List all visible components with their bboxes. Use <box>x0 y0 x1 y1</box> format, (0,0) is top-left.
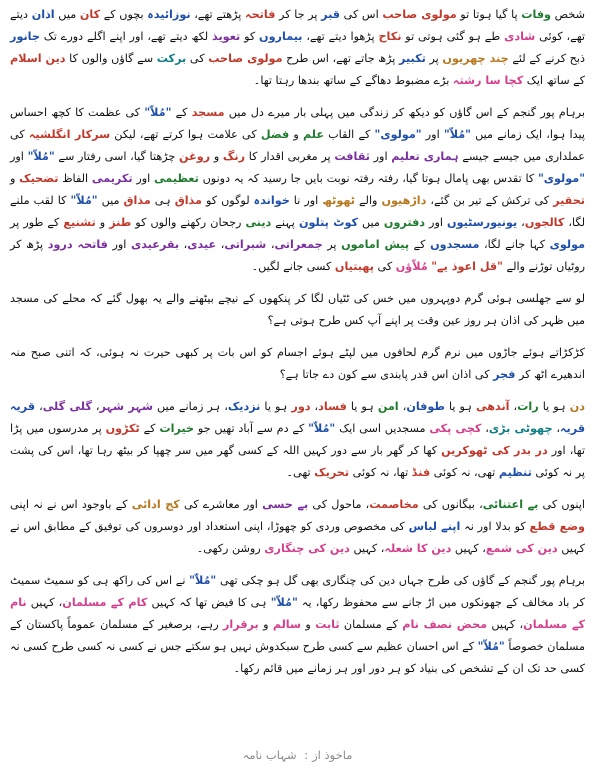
highlighted-term: تنظیم <box>498 466 532 479</box>
highlighted-term: علم <box>302 128 324 141</box>
body-text: کی عظمت کا کچھ احساس پیدا ہوا، ایک زمانے میں <box>10 106 585 141</box>
highlighted-term: فاتحہ <box>245 8 276 21</box>
highlighted-term: مُلاّؤں <box>395 260 428 273</box>
highlighted-term: آندھی <box>475 400 510 413</box>
body-text: چڑھتا گیا، اسی رفتار سے <box>54 150 180 163</box>
body-text: ، کہیں <box>26 596 63 609</box>
highlighted-term: فاتحہ درود <box>47 238 108 251</box>
highlighted-term: نکاح <box>378 30 402 43</box>
body-text: بڑے مضبوط دھاگے کے ساتھ بندھا رہتا تھا۔ <box>253 74 453 87</box>
body-text: ، کہیں <box>487 618 524 631</box>
body-text: ، <box>216 238 225 251</box>
body-text: و <box>10 172 20 185</box>
body-text: کے <box>409 238 431 251</box>
body-text: مسجدیں اسی ایک <box>335 422 430 435</box>
body-text: پہنے <box>271 216 299 229</box>
body-text: کی عملداری میں جیسے جیسے <box>10 128 585 163</box>
body-text: و <box>289 128 303 141</box>
article-body <box>10 4 585 680</box>
highlighted-term: مولوی صاحب <box>382 8 457 21</box>
body-text: کی <box>186 52 209 65</box>
highlighted-term: مولوی <box>549 238 586 251</box>
body-text: ، بیگانوں کی <box>418 498 483 511</box>
body-text: کی مخصوص وردی کو چھوڑا، اپنی استعداد اور دوسروں کی توفیق کے مطابق اس نے کہیں <box>10 520 585 555</box>
highlighted-term: "مُلاّ" <box>270 596 298 609</box>
highlighted-term: شبراتی <box>224 238 267 251</box>
body-text: کی علامت ہوا کرتے تھے، لیکن <box>110 128 261 141</box>
body-text: والے <box>354 194 382 207</box>
body-text: پر جا کر <box>275 8 322 21</box>
highlighted-term: "مُلاّ" <box>308 422 336 435</box>
body-text: ، <box>481 422 489 435</box>
highlighted-term: کام کے مسلمان <box>62 596 148 609</box>
body-text: ہو یا <box>260 400 292 413</box>
highlighted-term: کچا سا رشتہ <box>452 74 524 87</box>
highlighted-term: در بدر کی ٹھوکریں <box>441 444 548 457</box>
body-text: ہو یا <box>444 400 476 413</box>
highlighted-term: تحقیر <box>553 194 585 207</box>
body-text: رہے، برصغیر کے مسلمان عموماً پاکستان کے مسلمان خصوصاً <box>10 618 586 653</box>
highlighted-term: خواندہ <box>253 194 290 207</box>
highlighted-term: جانور <box>10 30 40 43</box>
body-text: برہام پور گنجم کے اس گاؤں کو دیکھ کر زندگی میں پہلی بار میرے دل میں <box>224 106 585 119</box>
highlighted-term: "مُلاّ" <box>70 194 98 207</box>
body-text: دیتے تھے، کوئی <box>10 8 585 43</box>
highlighted-term: شہر شہر <box>99 400 153 413</box>
body-text: ، <box>179 238 188 251</box>
body-text: ، کہیں <box>349 542 385 555</box>
highlighted-term: مذاق <box>123 194 151 207</box>
highlighted-term: دن <box>569 400 585 413</box>
highlighted-term: کج ادائی <box>131 498 180 511</box>
highlighted-term: طوفان <box>406 400 445 413</box>
body-text: و <box>258 618 273 631</box>
highlighted-term: کالجوں <box>524 216 565 229</box>
highlighted-term: "مولوی" <box>537 172 586 185</box>
body-text: ، <box>552 422 560 435</box>
highlighted-term: وفات <box>521 8 552 21</box>
highlighted-term: کچی پکی <box>429 422 482 435</box>
body-text: کسی جانے لگیں۔ <box>251 260 335 273</box>
body-text: سے گاؤں والوں کا <box>65 52 157 65</box>
paragraph-7 <box>10 570 585 680</box>
body-text: کی ترکش کے تیر بن گئے، <box>426 194 554 207</box>
highlighted-term: عیدی <box>187 238 217 251</box>
body-text: کے القاب <box>323 128 375 141</box>
body-text: پر مغربی اقدار کا <box>245 150 335 163</box>
body-text: ، <box>398 400 407 413</box>
body-text: پر مدرسوں میں پڑا تھا، اور <box>10 422 585 457</box>
body-text: لو سے جھلسی ہوئی گرم دوپہروں میں خس کی ٹٹیاں لگا کر پنکھوں کے نیچے بیٹھنے والے یہ بھول گئے کہ محلے کی مسجد میں ظہر کی اذان ہر روز عین وقت پر اپنے آپ کس طرح ہوتی ہے؟ <box>10 292 585 327</box>
body-text: کے باوجود اس نے نہ اپنی <box>10 498 132 511</box>
highlighted-term: "مُلاّ" <box>189 574 217 587</box>
paragraph-2 <box>10 102 585 278</box>
highlighted-term: مولوی صاحب <box>208 52 283 65</box>
body-text: ، <box>35 400 43 413</box>
highlighted-term: تحریک <box>314 466 350 479</box>
body-text: و <box>301 618 316 631</box>
highlighted-term: "مُلاّ" <box>443 128 471 141</box>
source-credit-label: ماخوذ از <box>312 748 353 762</box>
highlighted-term: وضع قطع <box>529 520 585 533</box>
body-text: ذبح کرنے کے لئے <box>508 52 585 65</box>
highlighted-term: پھبتیاں <box>334 260 374 273</box>
highlighted-term: نام کے مسلمان <box>10 596 586 631</box>
body-text: کے <box>139 422 160 435</box>
highlighted-term: امن <box>377 400 399 413</box>
highlighted-term: بے اعتنائی <box>482 498 539 511</box>
body-text: پڑھ کر روٹیاں توڑنے والے <box>10 238 585 273</box>
highlighted-term: قبر <box>321 8 340 21</box>
body-text: ، <box>509 400 518 413</box>
highlighted-term: قریہ قریہ <box>10 400 586 435</box>
body-text: ، ہر زمانے میں <box>152 400 228 413</box>
body-text: میں <box>357 216 384 229</box>
highlighted-term: تشنیع <box>63 216 96 229</box>
highlighted-term: پیش اماموں <box>341 238 410 251</box>
body-text: کو بدلا اور نہ <box>460 520 530 533</box>
highlighted-term: رات <box>517 400 539 413</box>
highlighted-term: اذان <box>31 8 55 21</box>
highlighted-term: دفتروں <box>383 216 426 229</box>
body-text: اپنوں کی <box>538 498 585 511</box>
highlighted-term: محض نصف نام <box>402 618 488 631</box>
body-text: کی <box>373 260 396 273</box>
body-text: تھی، نہ کوئی <box>430 466 499 479</box>
body-text: برہام پور گنجم کے گاؤں کی طرح جہاں دین کی چنگاری بھی گل ہو چکی تھی <box>216 574 585 587</box>
highlighted-term: "مُلاّ" <box>477 640 505 653</box>
source-credit <box>0 748 595 762</box>
highlighted-term: جمعراتی <box>274 238 323 251</box>
highlighted-term: دور <box>291 400 311 413</box>
highlighted-term: شادی <box>504 30 536 43</box>
highlighted-term: بے حسی <box>262 498 309 511</box>
highlighted-term: فساد <box>318 400 347 413</box>
body-text: کی اذان اس قدر پابندی سے کون دے جاتا ہے؟ <box>279 368 494 381</box>
highlighted-term: دینی <box>245 216 272 229</box>
body-text: اور <box>107 238 131 251</box>
highlighted-term: گلی گلی <box>42 400 92 413</box>
highlighted-term: چھوٹی بڑی <box>488 422 553 435</box>
body-text: تھا، نہ کوئی <box>349 466 412 479</box>
highlighted-term: داڑھیوں <box>381 194 427 207</box>
highlighted-term: یونیورسٹیوں <box>447 216 518 229</box>
highlighted-term: خیرات <box>159 422 195 435</box>
body-text: پر <box>425 52 443 65</box>
body-text: رجحان رکھنے والوں کو <box>131 216 246 229</box>
highlighted-term: "مولوی" <box>374 128 422 141</box>
body-text: ، ماحول کی <box>308 498 370 511</box>
paragraph-6 <box>10 494 585 560</box>
body-text: کڑکڑاتے ہوئے جاڑوں میں نرم گرم لحافوں میں لپٹے ہوئے اجسام کو اس بات پر کبھی حیرت نہ ہوئی، کہ اتنی صبح منہ اندھیرے اٹھ کر <box>10 346 585 381</box>
body-text: شخص <box>551 8 585 21</box>
body-text: میں <box>97 194 124 207</box>
body-text: ، <box>266 238 275 251</box>
body-text: پر <box>322 238 342 251</box>
highlighted-term: کوٹ پتلون <box>298 216 358 229</box>
body-text: کا لقب ملنے لگا، <box>10 194 585 229</box>
body-text: کا تقدس بھی پامال ہوتا گیا، رفتہ رفتہ نوبت بایں جا رسید کہ یہ دونوں <box>198 172 538 185</box>
body-text: اور معاشرے کی <box>179 498 263 511</box>
body-text: اور نا <box>289 194 323 207</box>
body-text: کو <box>240 30 260 43</box>
paragraph-5 <box>10 396 585 484</box>
highlighted-term: رنگ <box>222 150 246 163</box>
body-text: اور <box>132 172 155 185</box>
body-text: کے طور پر <box>10 216 64 229</box>
source-credit-title: شہاب نامہ <box>242 748 297 762</box>
body-text: کے <box>171 106 192 119</box>
highlighted-term: مخاصمت <box>369 498 419 511</box>
highlighted-term: نوزائیدہ <box>147 8 191 21</box>
body-text: طے ہو گئی ہوتی تو <box>401 30 505 43</box>
paragraph-3 <box>10 288 585 332</box>
highlighted-term: تعظیمی <box>154 172 199 185</box>
source-credit-colon: : <box>304 748 309 762</box>
highlighted-term: تضحیک <box>19 172 59 185</box>
highlighted-term: دین کا شعلہ <box>384 542 452 555</box>
body-text: اس کی <box>339 8 383 21</box>
paragraph-4 <box>10 342 585 386</box>
highlighted-term: فنڈ <box>411 466 431 479</box>
highlighted-term: مسجد <box>191 106 225 119</box>
highlighted-term: دین کی چنگاری <box>264 542 350 555</box>
body-text: ہو یا <box>346 400 378 413</box>
body-text: و <box>210 150 223 163</box>
body-text: روشن رکھی۔ <box>196 542 265 555</box>
body-text: ہو یا <box>538 400 570 413</box>
highlighted-term: برکت <box>156 52 187 65</box>
highlighted-term: دین اسلام <box>10 52 66 65</box>
body-text: پڑھتے تھے، <box>190 8 246 21</box>
body-text: کے اس احسان عظیم سے کسی طرح سبکدوش نہیں ہو سکتے جس نے کسی نہ کسی طرح کسی نہ کسی حد تک ان کے تشخص کی بنیاد کو ہر دور اور ہر زمانے میں قائم رکھا۔ <box>10 640 585 675</box>
highlighted-term: ثقافت <box>334 150 370 163</box>
highlighted-term: کان <box>79 8 101 21</box>
highlighted-term: سرکار انگلشیہ <box>28 128 111 141</box>
body-text: پڑھوا دیتے تھے، <box>302 30 379 43</box>
highlighted-term: سالم <box>272 618 302 631</box>
highlighted-term: ٹکڑوں <box>105 422 140 435</box>
body-text: تھی۔ <box>286 466 315 479</box>
body-text: ہی کا فیض تھا کہ کہیں <box>147 596 271 609</box>
body-text: کے ساتھ ایک <box>523 74 585 87</box>
body-text: ، <box>517 216 525 229</box>
highlighted-term: "مُلاّ" <box>144 106 172 119</box>
highlighted-term: برقرار <box>222 618 259 631</box>
highlighted-term: تعویذ <box>212 30 241 43</box>
highlighted-term: تکبیر <box>399 52 426 65</box>
highlighted-term: مذاق <box>174 194 202 207</box>
highlighted-term: نزدیک <box>227 400 261 413</box>
body-text: ، <box>91 400 100 413</box>
body-text: ، <box>310 400 319 413</box>
body-text: ہی <box>150 194 175 207</box>
body-text: لکھ دیتے تھے، اور اپنے اگلے دورے تک <box>39 30 213 43</box>
body-text: کہا جانے لگا، <box>479 238 550 251</box>
body-text: نے اس کی راکھ ہی کو سمیٹ سمیٹ کر باد مخالف کے جھونکوں میں اڑ جانے سے محفوظ رکھا، یہ <box>10 574 586 609</box>
highlighted-term: طنز <box>109 216 132 229</box>
highlighted-term: چند چھریوں <box>442 52 509 65</box>
highlighted-term: فضل <box>260 128 290 141</box>
body-text: پا گیا ہوتا تو <box>456 8 522 21</box>
highlighted-term: بقرعیدی <box>130 238 180 251</box>
body-text: ، کہیں <box>451 542 486 555</box>
body-text: اور <box>421 128 444 141</box>
highlighted-term: فجر <box>493 368 516 381</box>
highlighted-term: مسجدوں <box>430 238 480 251</box>
paragraph-1 <box>10 4 585 92</box>
body-text: الفاظ <box>58 172 92 185</box>
body-text: اور <box>369 150 392 163</box>
highlighted-term: "قل اعوذ یے" <box>431 260 503 273</box>
body-text: پڑھ جاتے تھے، اس طرح <box>282 52 400 65</box>
body-text: و <box>95 216 110 229</box>
body-text: اور <box>425 216 448 229</box>
highlighted-term: اپنے لباس <box>408 520 461 533</box>
highlighted-term: دین کی شمع <box>485 542 558 555</box>
body-text: کے مسلمان <box>339 618 403 631</box>
body-text: میں <box>54 8 80 21</box>
body-text: کے دم سے آباد تھیں جو <box>194 422 309 435</box>
body-text: بچوں کے <box>100 8 148 21</box>
highlighted-term: تکریمی <box>91 172 133 185</box>
body-text: اور <box>10 150 28 163</box>
body-text: لوگوں کو <box>201 194 254 207</box>
highlighted-term: روغن <box>179 150 211 163</box>
highlighted-term: "مُلاّ" <box>27 150 55 163</box>
highlighted-term: ثابت <box>315 618 340 631</box>
body-text: کھا کر گھر بار سے دور کہیں اللہ کے کسی گھر میں سر چھپا کر بیٹھ رہا تھا، اس کی پشت پر نہ کوئی <box>10 444 585 479</box>
highlighted-term: بیماروں <box>259 30 303 43</box>
highlighted-term: ہماری تعلیم <box>391 150 459 163</box>
highlighted-term: ٹھوٹھ <box>322 194 355 207</box>
